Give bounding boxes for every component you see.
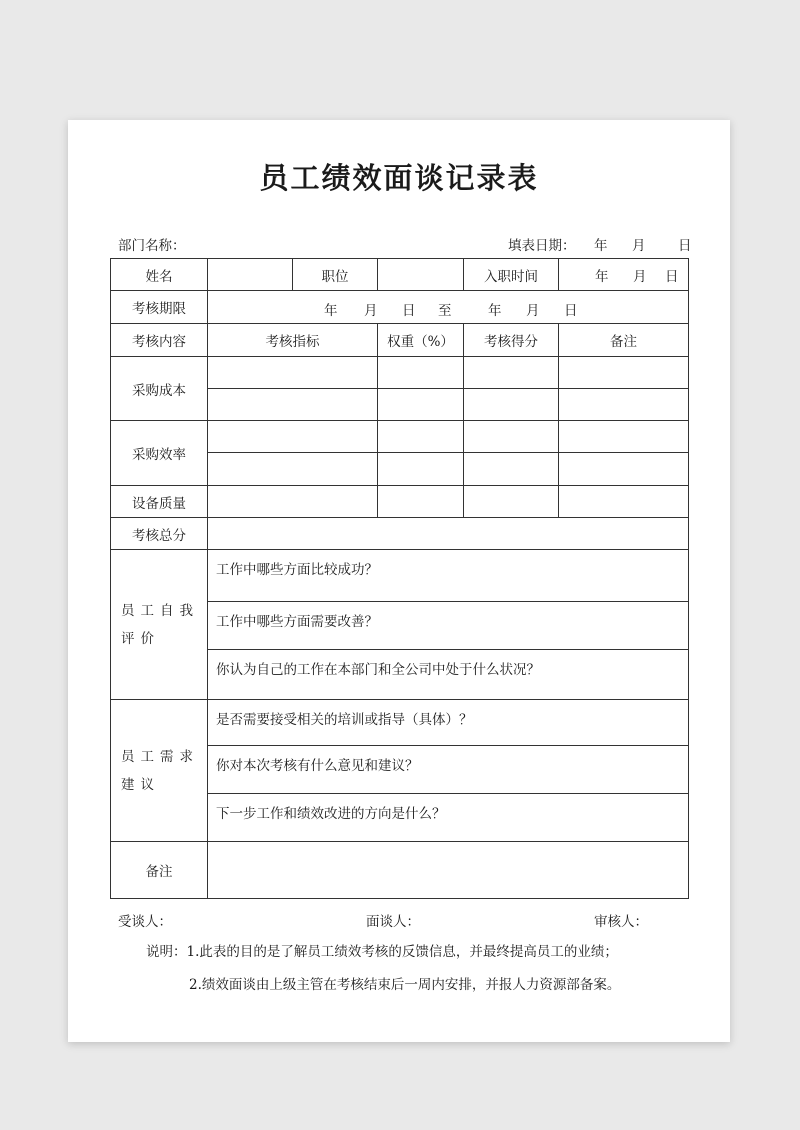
indicator-cell[interactable] [208,421,378,453]
score-cell[interactable] [464,389,559,421]
indicator-cell[interactable] [208,389,378,421]
weight-cell[interactable] [378,389,464,421]
position-label: 职位 [293,259,378,291]
fill-date-day: 日 [678,238,692,254]
note-line-2: 2.绩效面谈由上级主管在考核结束后一周内安排，并报人力资源部备案。 [189,977,621,993]
score-cell[interactable] [464,486,559,518]
remark-cell[interactable] [559,357,689,389]
reviewer-label: 审核人： [594,914,648,930]
period-day: 日 [402,302,416,319]
score-cell[interactable] [464,421,559,453]
weight-cell[interactable] [378,357,464,389]
column-remark: 备注 [559,324,689,357]
table-row [111,259,689,291]
department-label: 部门名称： [118,238,186,254]
period-field[interactable] [208,291,689,324]
hire-month: 月 [633,268,647,285]
remark-cell[interactable] [559,421,689,453]
interviewer-label: 面谈人： [366,914,420,930]
table-row [111,421,689,453]
hire-day: 日 [665,268,679,285]
period-to: 至 [438,302,452,319]
indicator-cell[interactable] [208,453,378,486]
remarks-field[interactable] [208,842,689,899]
column-weight: 权重（%） [378,324,464,357]
signature-row [110,910,688,930]
needs-question-3[interactable]: 下一步工作和绩效改进的方向是什么？ [208,794,689,842]
table-row [111,357,689,389]
category-equipment-quality: 设备质量 [111,486,208,518]
evaluation-table [110,258,689,899]
table-row [111,550,689,602]
period-year: 年 [324,302,338,319]
remark-cell[interactable] [559,453,689,486]
table-row [111,842,689,899]
name-label: 姓名 [111,259,208,291]
document-page [68,120,730,1042]
self-eval-question-1[interactable]: 工作中哪些方面比较成功？ [208,550,689,602]
category-procurement-efficiency: 采购效率 [111,421,208,486]
column-header-row [111,324,689,357]
remark-cell[interactable] [559,486,689,518]
header-info-row [110,234,692,254]
form-title: 员工绩效面谈记录表 [259,161,539,195]
category-procurement-cost: 采购成本 [111,357,208,421]
self-eval-question-2[interactable]: 工作中哪些方面需要改善？ [208,602,689,650]
column-content: 考核内容 [111,324,208,357]
weight-cell[interactable] [378,486,464,518]
fill-date-year: 年 [594,238,608,254]
period-year-end: 年 [488,302,502,319]
name-field[interactable] [208,259,293,291]
hire-date-field[interactable] [559,259,689,291]
weight-cell[interactable] [378,421,464,453]
needs-question-1[interactable]: 是否需要接受相关的培训或指导（具体）？ [208,700,689,746]
position-field[interactable] [378,259,464,291]
period-day-end: 日 [564,302,578,319]
column-score: 考核得分 [464,324,559,357]
self-eval-question-3[interactable]: 你认为自己的工作在本部门和全公司中处于什么状况？ [208,650,689,700]
remark-cell[interactable] [559,389,689,421]
table-row [111,291,689,324]
indicator-cell[interactable] [208,357,378,389]
note-line-1: 说明：1.此表的目的是了解员工绩效考核的反馈信息，并最终提高员工的业绩； [146,944,618,960]
needs-suggestions-label: 员工需求建议 [111,700,208,842]
fill-date-month: 月 [632,238,646,254]
hire-date-label: 入职时间 [464,259,559,291]
table-row [111,486,689,518]
fill-date-label: 填表日期： [508,238,576,254]
needs-question-2[interactable]: 你对本次考核有什么意见和建议？ [208,746,689,794]
indicator-cell[interactable] [208,486,378,518]
remarks-label: 备注 [111,842,208,899]
weight-cell[interactable] [378,453,464,486]
category-total-score: 考核总分 [111,518,208,550]
period-month-end: 月 [526,302,540,319]
self-evaluation-label: 员工自我评价 [111,550,208,700]
table-row [111,518,689,550]
score-cell[interactable] [464,357,559,389]
period-label: 考核期限 [111,291,208,324]
period-month: 月 [364,302,378,319]
column-indicator: 考核指标 [208,324,378,357]
total-score-field[interactable] [208,518,689,550]
score-cell[interactable] [464,453,559,486]
table-row [111,700,689,746]
hire-year: 年 [595,268,609,285]
interviewee-label: 受谈人： [118,914,172,930]
